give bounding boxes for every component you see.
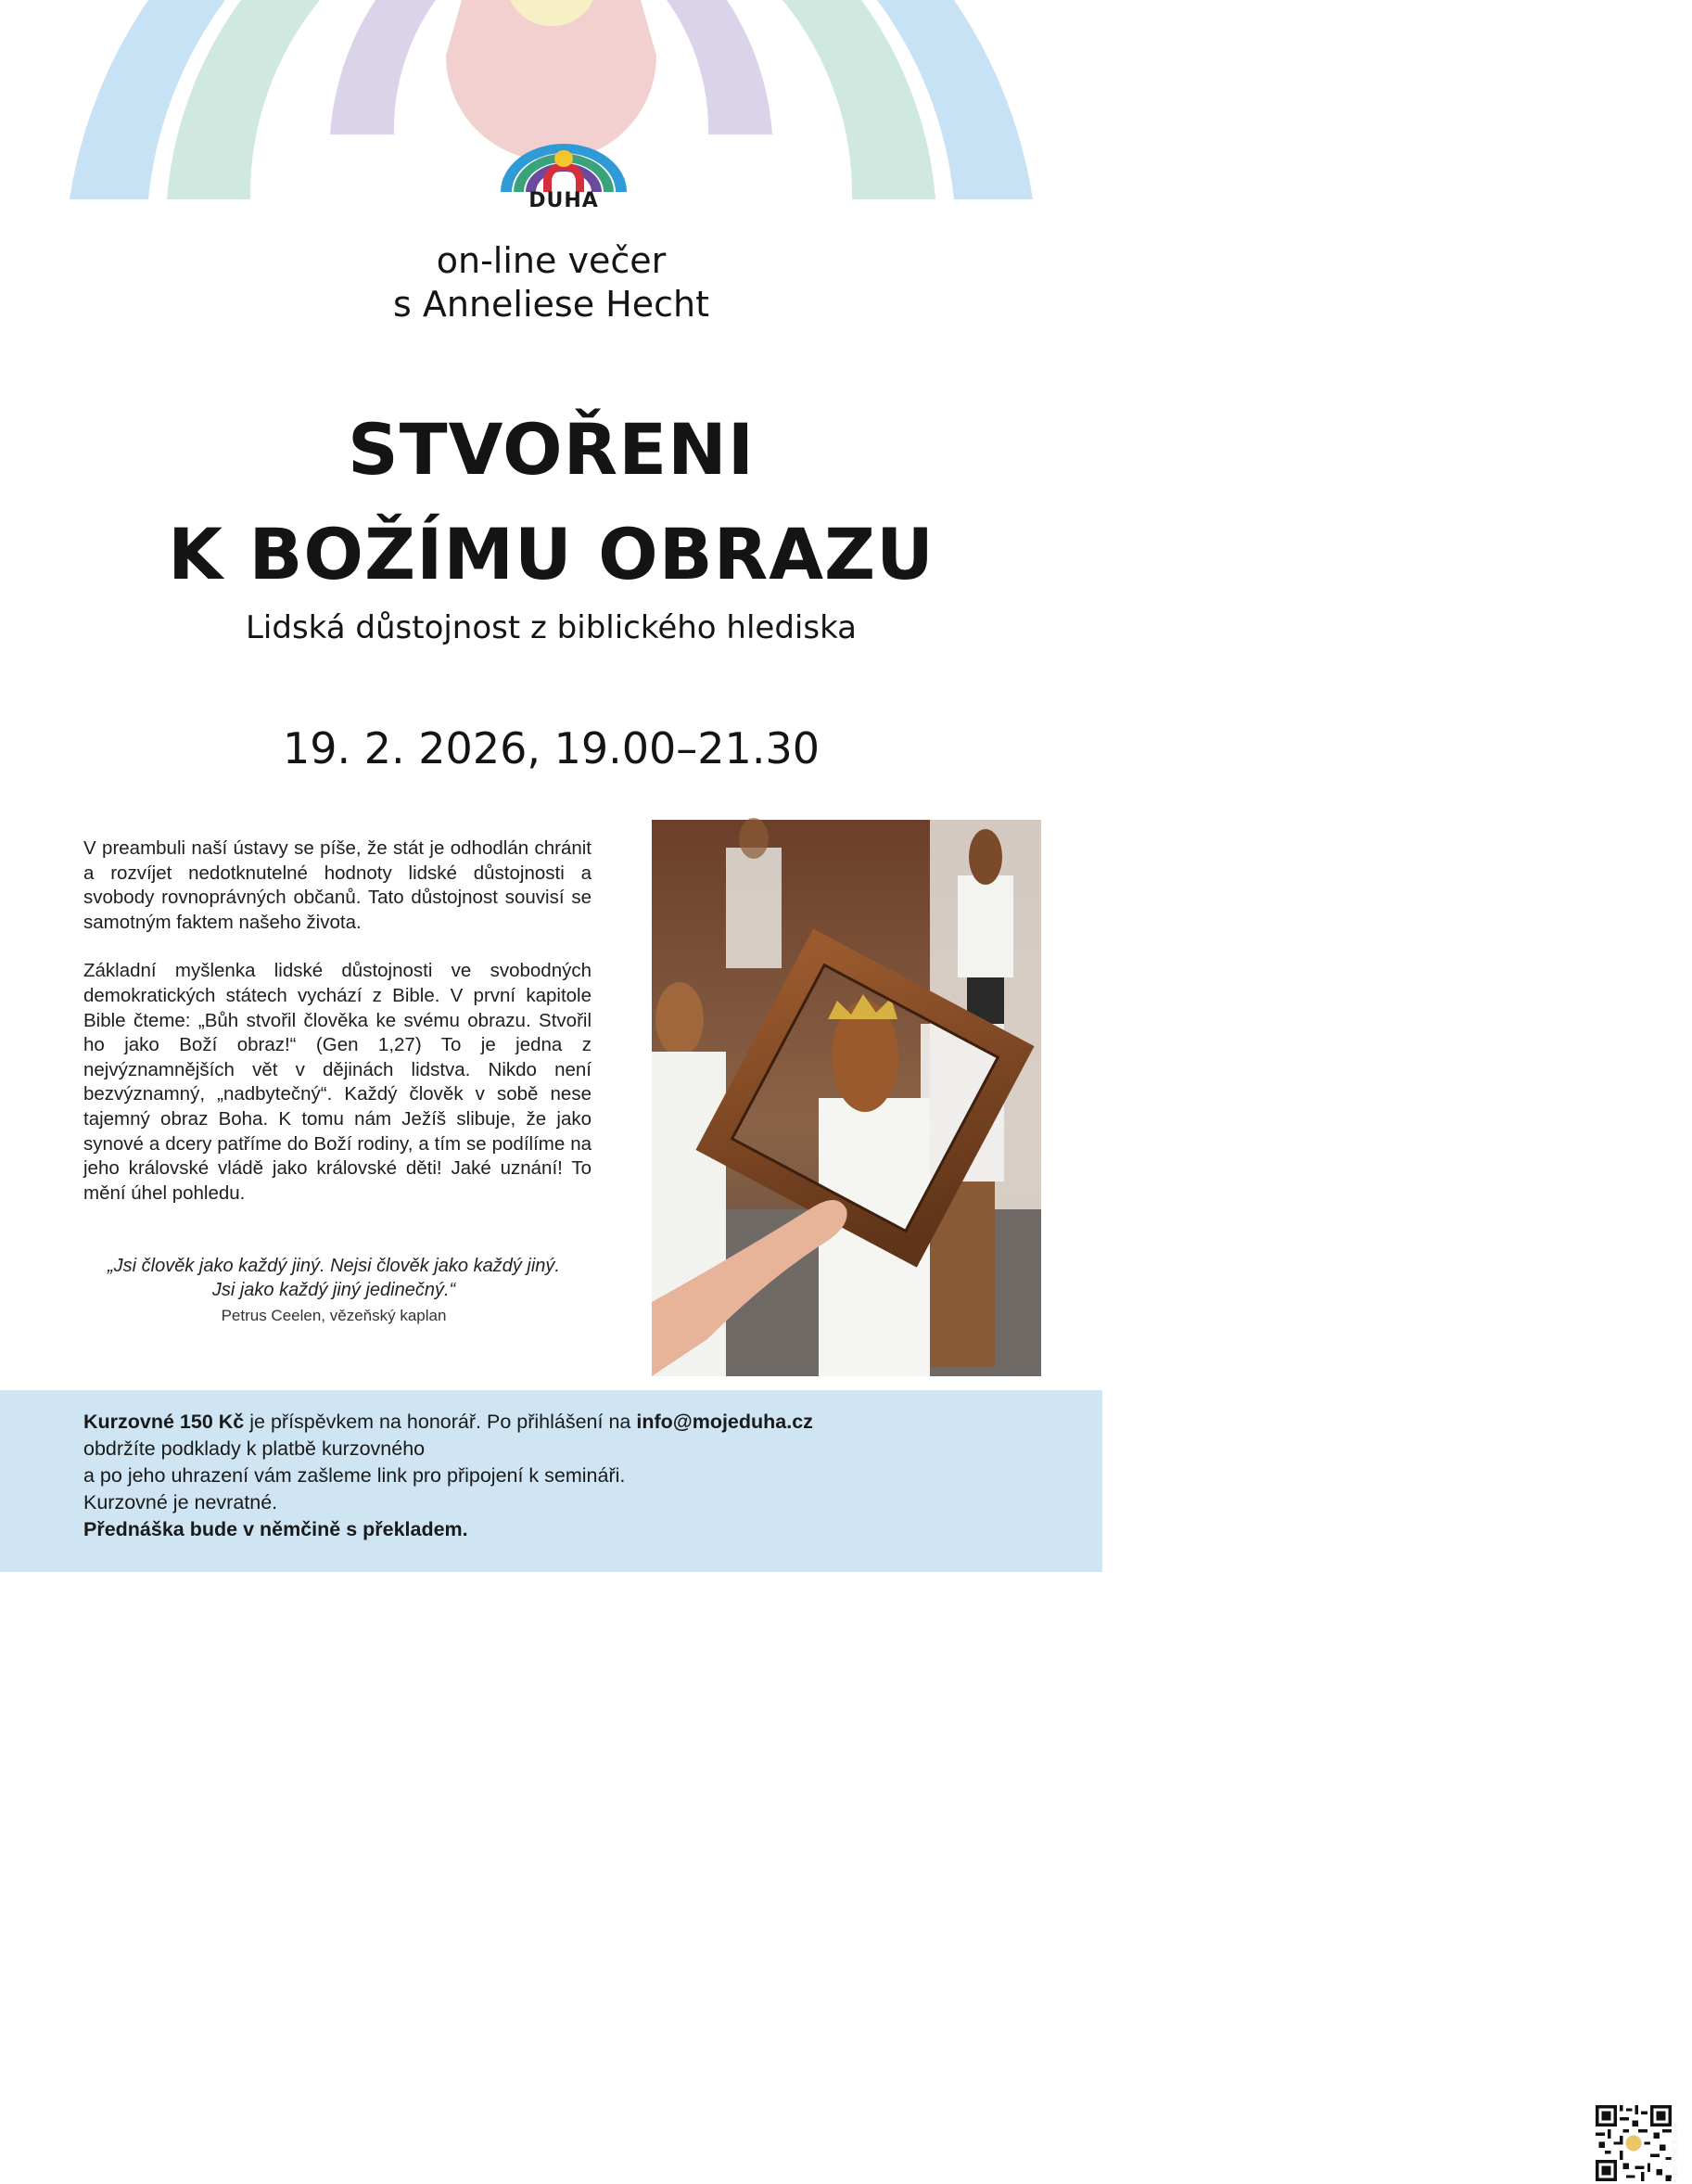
fee-description: je příspěvkem na honorář. Po přihlášení na xyxy=(244,1411,637,1433)
footer-text xyxy=(83,1409,1029,1543)
speaker-line: s Anneliese Hecht xyxy=(393,284,709,325)
course-fee: Kurzovné 150 Kč xyxy=(83,1411,245,1433)
rainbow-logo-icon xyxy=(499,139,629,195)
language-note: Přednáška bude v němčině s překladem. xyxy=(83,1518,468,1540)
quote-line-1: „Jsi člověk jako každý jiný. Nejsi člověk jako každý jiný. xyxy=(108,1256,560,1276)
body-text xyxy=(83,837,592,1230)
duha-logo xyxy=(499,139,629,215)
footer-line-2: obdržíte podklady k platbě kurzovného xyxy=(83,1437,426,1460)
body-paragraph-1: V preambuli naší ústavy se píše, že stát je odhodlán chránit a rozvíjet nedotknutelné hodnoty lidské důstojnosti a svobody rovnoprávných občanů. Tato důstojnost souvisí se samotným faktem našeho života. xyxy=(83,837,592,933)
quote xyxy=(74,1254,593,1302)
title-line-1: STVOŘENI xyxy=(348,408,755,491)
event-datetime: 19. 2. 2026, 19.00–21.30 xyxy=(283,723,820,773)
footer-line-1 xyxy=(83,1409,1029,1436)
footer-info-panel xyxy=(0,1390,1102,1572)
rainbow-arc-purple-right xyxy=(667,0,772,134)
quote-line-2: Jsi jako každý jiný jedinečný.“ xyxy=(211,1280,456,1300)
logo-text: DUHA xyxy=(528,189,599,212)
qr-code-icon xyxy=(1596,2105,1672,2181)
title-line-2: K BOŽÍMU OBRAZU xyxy=(168,513,935,595)
contact-email[interactable]: info@mojeduha.cz xyxy=(636,1411,813,1433)
footer-line-5 xyxy=(83,1516,1029,1543)
photo-credit: Foto: Petr Kuník xyxy=(1670,2122,1679,2183)
event-type-line: on-line večer xyxy=(436,240,667,281)
subtitle: Lidská důstojnost z biblického hlediska xyxy=(245,609,858,646)
quote-author: Petrus Ceelen, vězeňský kaplan xyxy=(221,1307,447,1324)
rainbow-arc-purple xyxy=(330,0,436,134)
qr-code[interactable] xyxy=(1593,2102,1674,2184)
body-paragraph-2: Základní myšlenka lidské důstojnosti ve svobodných demokratických státech vychází z Bible. V první kapitole Bible čteme: „Bůh stvořil člověka ke svému obrazu. Stvořil ho jako Boží obraz!“ (Gen 1,27) To je jedna z nejvýznamnějších vět v dějinách lidstva. Nikdo není bezvýznamný, „nadbytečný“. Každý člověk v sobě nese tajemný obraz Boha. K tomu nám Ježíš slibuje, že jako synové a dcery patříme do Boží rodiny, a tím se podílíme na jeho královské vládě jako královské děti! Jaké uznání! To mění úhel pohledu. xyxy=(83,960,592,1204)
footer-line-3: a po jeho uhrazení vám zašleme link pro připojení k semináři. xyxy=(83,1464,626,1487)
footer-line-4: Kurzovné je nevratné. xyxy=(83,1491,278,1513)
